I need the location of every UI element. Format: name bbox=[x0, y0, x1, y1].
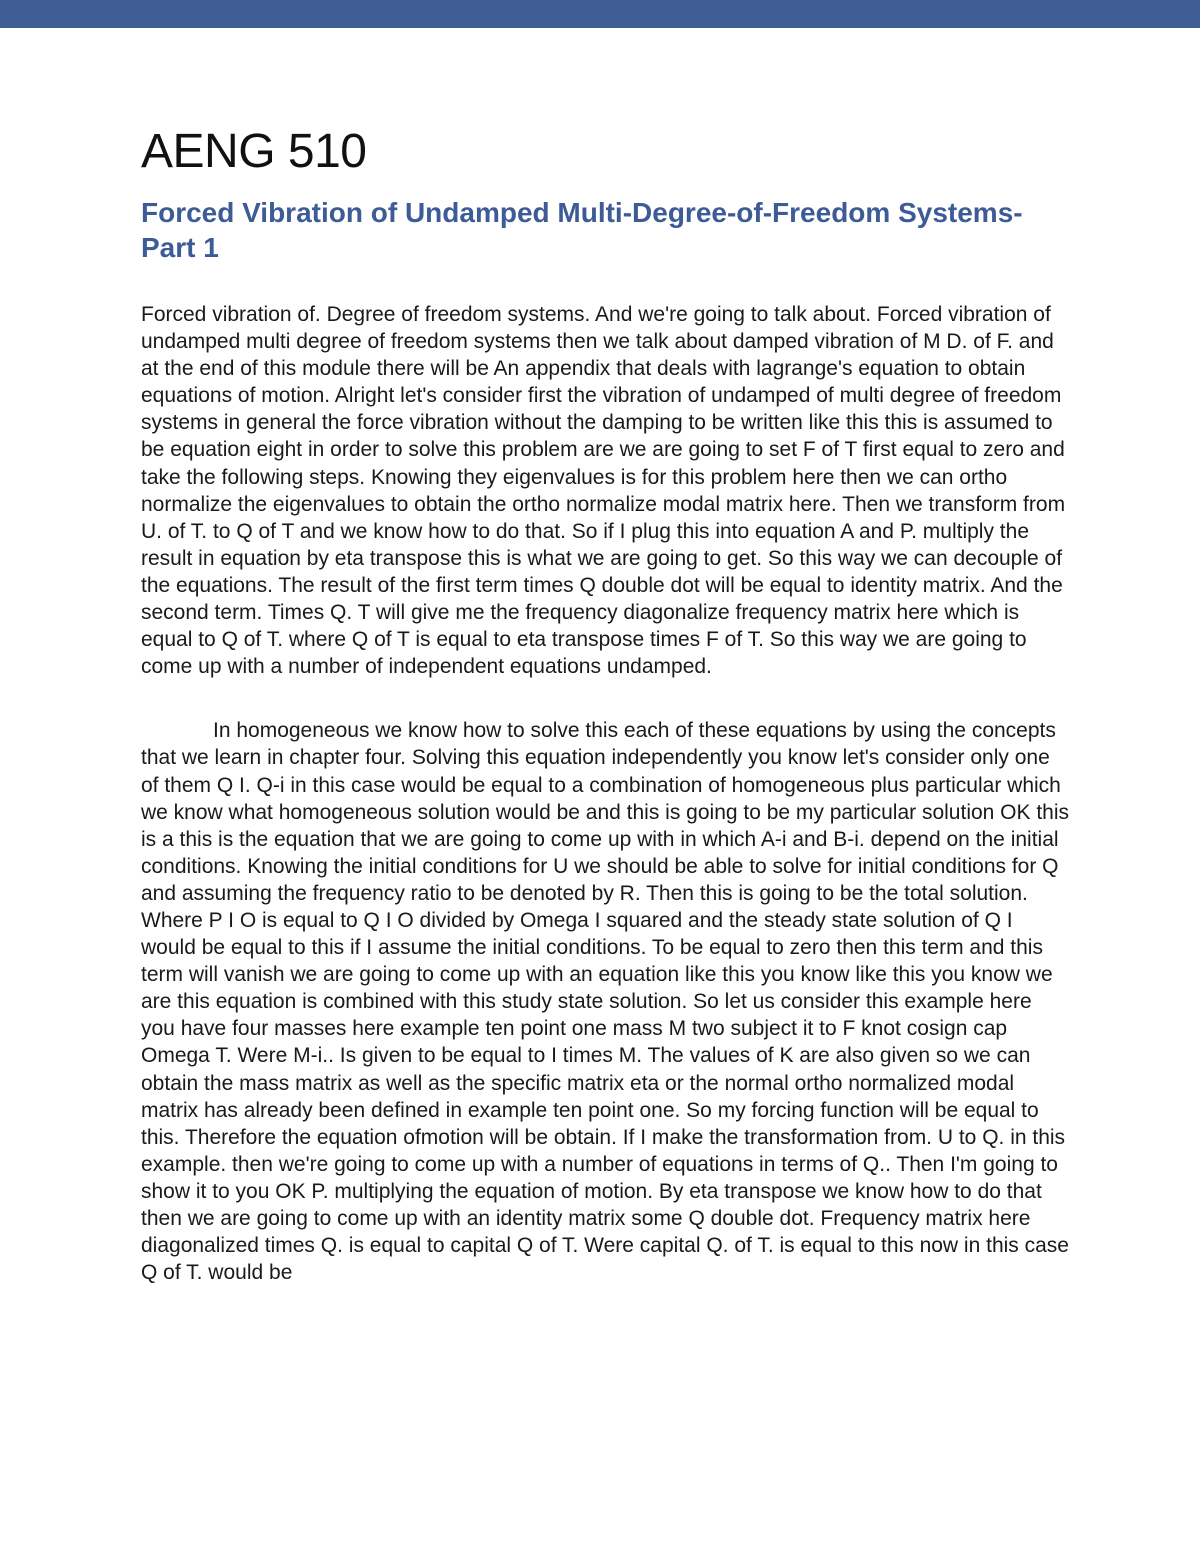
document-subtitle: Forced Vibration of Undamped Multi-Degree-of-Freedom Systems-Part 1 bbox=[141, 197, 1023, 263]
paragraph-1: Forced vibration of. Degree of freedom systems. And we're going to talk about. Forced vibration of undamped multi degree of freedom systems then we talk about damped vibration of M D. of F. and at the end of this module there will be An appendix that deals with lagrange's equation to obtain equations of motion. Alright let's consider first the vibration of undamped of multi degree of freedom systems in general the force vibration without the damping to be written like this this is assumed to be equation eight in order to solve this problem are we are going to set F of T first equal to zero and take the following steps. Knowing they eigenvalues is for this problem here then we can ortho normalize the eigenvalues to obtain the ortho normalize modal matrix here. Then we transform from U. of T. to Q of T and we know how to do that. So if I plug this into equation A and P. multiply the result in equation by eta transpose this is what we are going to get. So this way we can decouple of the equations. The result of the first term times Q double dot will be equal to identity matrix. And the second term. Times Q. T will give me the frequency diagonalize frequency matrix here which is equal to Q of T. where Q of T is equal to eta transpose times F of T. So this way we are going to come up with a number of independent equations undamped. bbox=[141, 303, 1066, 679]
document-body bbox=[141, 122, 1071, 1286]
header-accent-bar bbox=[0, 0, 1200, 28]
document-title: AENG 510 bbox=[141, 125, 367, 178]
paragraph-2: In homogeneous we know how to solve this each of these equations by using the concepts that we learn in chapter four. Solving this equation independently you know let's consider only one of them Q I. Q-i in this case would be equal to a combination of homogeneous plus particular which we know what homogeneous solution would be and this is going to be my particular solution OK this is a this is the equation that we are going to come up with in which A-i and B-i. depend on the initial conditions. Knowing the initial conditions for U we should be able to solve for initial conditions for Q and assuming the frequency ratio to be denoted by R. Then this is going to be the total solution. Where P I O is equal to Q I O divided by Omega I squared and the steady state solution of Q I would be equal to this if I assume the initial conditions. To be equal to zero then this term and this term will vanish we are going to come up with an equation like this you know like this you know we are this equation is combined with this study state solution. So let us consider this example here you have four masses here example ten point one mass M two subject it to F knot cosign cap Omega T. Were M-i.. Is given to be equal to I times M. The values of K are also given so we can obtain the mass matrix as well as the specific matrix eta or the normal ortho normalized modal matrix has already been defined in example ten point one. So my forcing function will be equal to this. Therefore the equation ofmotion will be obtain. If I make the transformation from. U to Q. in this example. then we're going to come up with a number of equations in terms of Q.. Then I'm going to show it to you OK P. multiplying the equation of motion. By eta transpose we know how to do that then we are going to come up with an identity matrix some Q double dot. Frequency matrix here diagonalized times Q. is equal to capital Q of T. Were capital Q. of T. is equal to this now in this case Q of T. would be bbox=[141, 719, 1070, 1285]
